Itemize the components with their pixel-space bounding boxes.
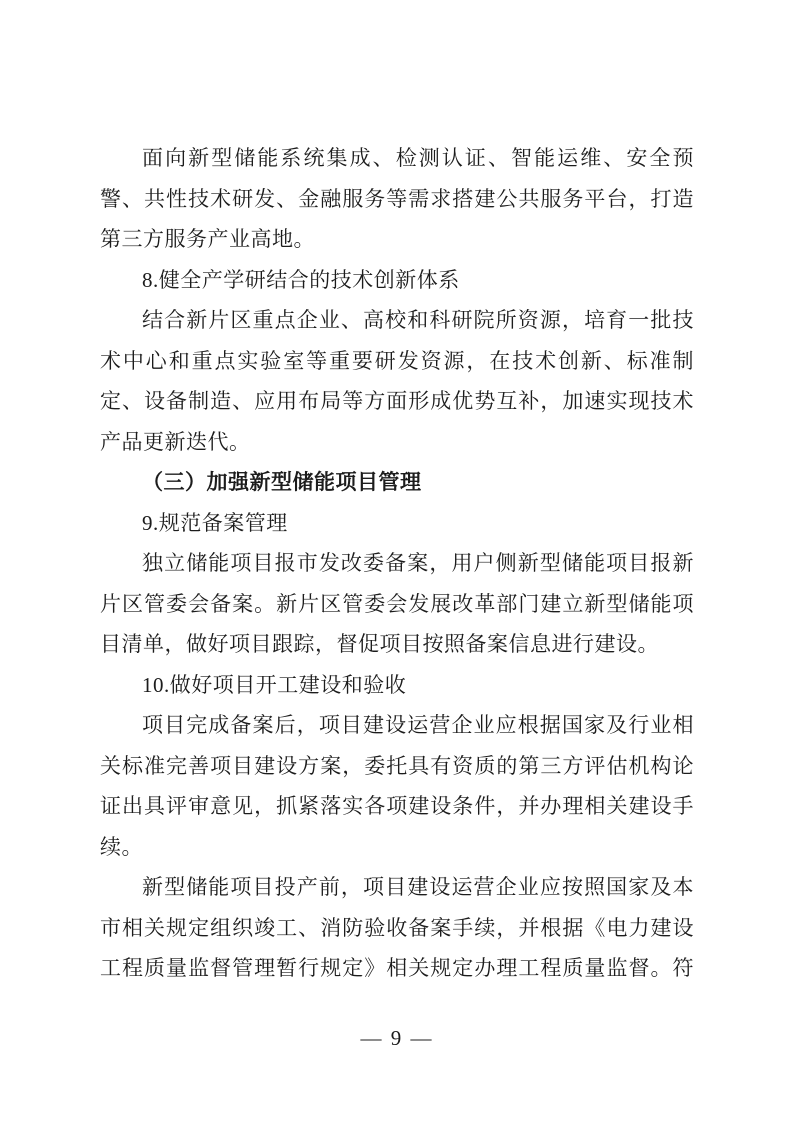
body-paragraph: 独立储能项目报市发改委备案，用户侧新型储能项目报新片区管委会备案。新片区管委会发展改革部门建立新型储能项目清单，做好项目跟踪，督促项目按照备案信息进行建设。 <box>100 551 694 656</box>
document-body <box>100 138 694 989</box>
section-heading-3: （三）加强新型储能项目管理 <box>142 470 422 494</box>
numbered-heading-9: 9.规范备案管理 <box>142 510 288 535</box>
body-paragraph: 面向新型储能系统集成、检测认证、智能运维、安全预警、共性技术研发、金融服务等需求搭建公共服务平台，打造第三方服务产业高地。 <box>100 146 694 251</box>
numbered-heading-8: 8.健全产学研结合的技术创新体系 <box>142 267 460 292</box>
body-paragraph: 新型储能项目投产前，项目建设运营企业应按照国家及本市相关规定组织竣工、消防验收备案手续，并根据《电力建设工程质量监督管理暂行规定》相关规定办理工程质量监督。符 <box>100 875 694 980</box>
page-number: — 9 — <box>360 1026 434 1050</box>
body-paragraph: 项目完成备案后，项目建设运营企业应根据国家及行业相关标准完善项目建设方案，委托具有资质的第三方评估机构论证出具评审意见，抓紧落实各项建设条件，并办理相关建设手续。 <box>100 713 694 859</box>
body-paragraph: 结合新片区重点企业、高校和科研院所资源，培育一批技术中心和重点实验室等重要研发资源，在技术创新、标准制定、设备制造、应用布局等方面形成优势互补，加速实现技术产品更新迭代。 <box>100 308 694 454</box>
numbered-heading-10: 10.做好项目开工建设和验收 <box>142 672 407 697</box>
